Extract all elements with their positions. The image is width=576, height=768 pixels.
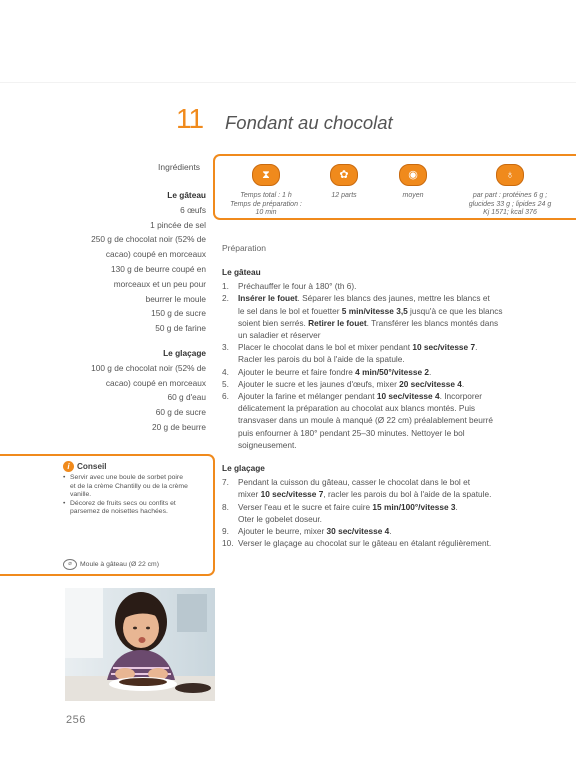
tip-title [63, 461, 107, 472]
recipe-number: 11 [176, 103, 204, 134]
step-item [222, 280, 542, 292]
step-item [222, 390, 542, 451]
step-text: Pendant la cuisson du gâteau, casser le chocolat dans le bol et mixer 10 sec/vitesse 7, racler les parois du bol à l'aide de la spatule. [238, 477, 492, 500]
recipe-title: Fondant au chocolat [225, 112, 393, 133]
step-text: Ajouter la farine et mélanger pendant 10 sec/vitesse 4. Incorporer délicatement la préparation au chocolat aux blancs montés. Puis transvaser dans un moule à manqué (Ø 22 cm) préalablement beurré puis enfourner à 180° pendant 25–30 minutes. Nettoyer le bol soigneusement. [238, 391, 494, 450]
top-band [0, 0, 576, 83]
info-text: 10 min [255, 209, 277, 216]
ingredient-line: 150 g de sucre [151, 308, 206, 319]
ingredient-line: cacao) coupé en morceaux [105, 377, 206, 388]
info-item [437, 164, 576, 218]
step-item [222, 292, 542, 341]
step-item [222, 341, 542, 365]
ingredient-line: 20 g de beurre [152, 421, 206, 432]
step-section-title: Le gâteau [222, 267, 261, 277]
step-item [222, 525, 542, 537]
step-number: 10. [222, 538, 234, 549]
bullet: • [63, 474, 66, 481]
step-item [222, 366, 542, 378]
info-text: 12 parts [331, 192, 357, 199]
step-section-title: Le glaçage [222, 463, 265, 474]
step-number: 4. [222, 366, 229, 377]
ingredient-line: 60 g de sucre [155, 407, 206, 418]
cake-pan-icon: ⌀ [63, 559, 77, 570]
info-icon: i [63, 461, 74, 472]
step-item [222, 501, 542, 525]
step-item [222, 476, 542, 500]
ingredient-line: morceaux et un peu pour [113, 278, 206, 289]
spacer [222, 451, 542, 462]
ingredient-line: 1 pincée de sel [150, 219, 206, 230]
step-text: Placer le chocolat dans le bol et mixer pendant 10 sec/vitesse 7. Racler les parois du bol à l'aide de la spatule. [238, 342, 478, 365]
step-text: Préchauffer le four à 180° (th 6). [238, 281, 357, 292]
servings-icon: ✿ [330, 164, 358, 186]
info-text: Temps de préparation : [230, 200, 302, 208]
info-text: Kj 1571; kcal 376 [483, 209, 537, 216]
tip-text: Décorez de fruits secs ou confits et parsemez de noisettes hachées. [70, 499, 176, 516]
info-box [213, 154, 576, 220]
step-number: 2. [222, 293, 229, 304]
difficulty-icon: ◉ [399, 164, 427, 186]
tip-title-text: Conseil [77, 462, 107, 471]
info-item [391, 164, 435, 201]
tip-list [63, 474, 211, 517]
step-number: 1. [222, 281, 229, 292]
tip-text: Servir avec une boule de sorbet poire et de la crème Chantilly ou de la crème vanille. [70, 474, 188, 499]
step-item [222, 537, 542, 549]
photo-illustration [65, 588, 215, 701]
equipment-note [63, 559, 159, 570]
preparation-steps [222, 266, 542, 549]
info-item [313, 164, 375, 201]
info-text: par part : protéines 6 g ; [472, 192, 548, 199]
step-number: 7. [222, 477, 229, 488]
step-text: Insérer le fouet. Séparer les blancs des jaunes, mettre les blancs et le sel dans le bol et fouetter 5 min/vitesse 3,5 jusqu'à ce que les blancs soient bien serrés. Retirer le fouet. Transférer les blancs montés dans un saladier et réserver [238, 293, 503, 341]
ingredient-line: 130 g de beurre coupé en [110, 263, 206, 274]
step-number: 6. [222, 391, 229, 402]
preparation-heading: Préparation [222, 243, 266, 253]
hourglass-icon: ⧗ [252, 164, 280, 186]
ingredient-line: cacao) coupé en morceaux [105, 249, 206, 260]
step-text: Ajouter le beurre, mixer 30 sec/vitesse 4. [238, 526, 392, 537]
info-item [221, 164, 311, 218]
info-text: moyen [402, 192, 424, 199]
ingredient-line: 250 g de chocolat noir (52% de [91, 234, 206, 245]
ingredient-section-title: Le glaçage [163, 347, 206, 358]
tip-item [63, 500, 211, 517]
spacer [6, 336, 206, 346]
step-text: Ajouter le beurre et faire fondre 4 min/50°/vitesse 2. [238, 366, 432, 377]
info-text: glucides 33 g ; lipides 24 g [468, 200, 552, 208]
page-number: 256 [66, 714, 86, 726]
nutrition-icon: ♁ [496, 164, 524, 186]
ingredient-line: beurrer le moule [145, 293, 206, 304]
ingredient-line: 50 g de farine [155, 323, 206, 334]
ingredient-section-title: Le gâteau [167, 190, 206, 200]
ingredients-list [6, 188, 206, 435]
child-photo [65, 588, 215, 701]
ingredient-line: 60 g d'eau [167, 392, 206, 403]
equipment-text: Moule à gâteau (Ø 22 cm) [80, 561, 159, 568]
step-number: 3. [222, 342, 229, 353]
ingredient-line: 6 œufs [180, 204, 206, 215]
info-text: Temps total : 1 h [240, 192, 292, 199]
step-text: Ajouter le sucre et les jaunes d'œufs, mixer 20 sec/vitesse 4. [238, 378, 465, 389]
step-number: 8. [222, 501, 229, 512]
ingredients-heading: Ingrédients [158, 162, 201, 172]
step-text: Verser le glaçage au chocolat sur le gâteau en étalant régulièrement. [238, 538, 492, 549]
step-number: 9. [222, 526, 229, 537]
tip-item [63, 474, 211, 500]
step-text: Verser l'eau et le sucre et faire cuire 15 min/100°/vitesse 3. Oter le gobelet doseur. [238, 501, 458, 524]
bullet: • [63, 499, 66, 507]
step-item [222, 378, 542, 390]
step-number: 5. [222, 378, 229, 389]
ingredient-line: 100 g de chocolat noir (52% de [91, 362, 206, 373]
